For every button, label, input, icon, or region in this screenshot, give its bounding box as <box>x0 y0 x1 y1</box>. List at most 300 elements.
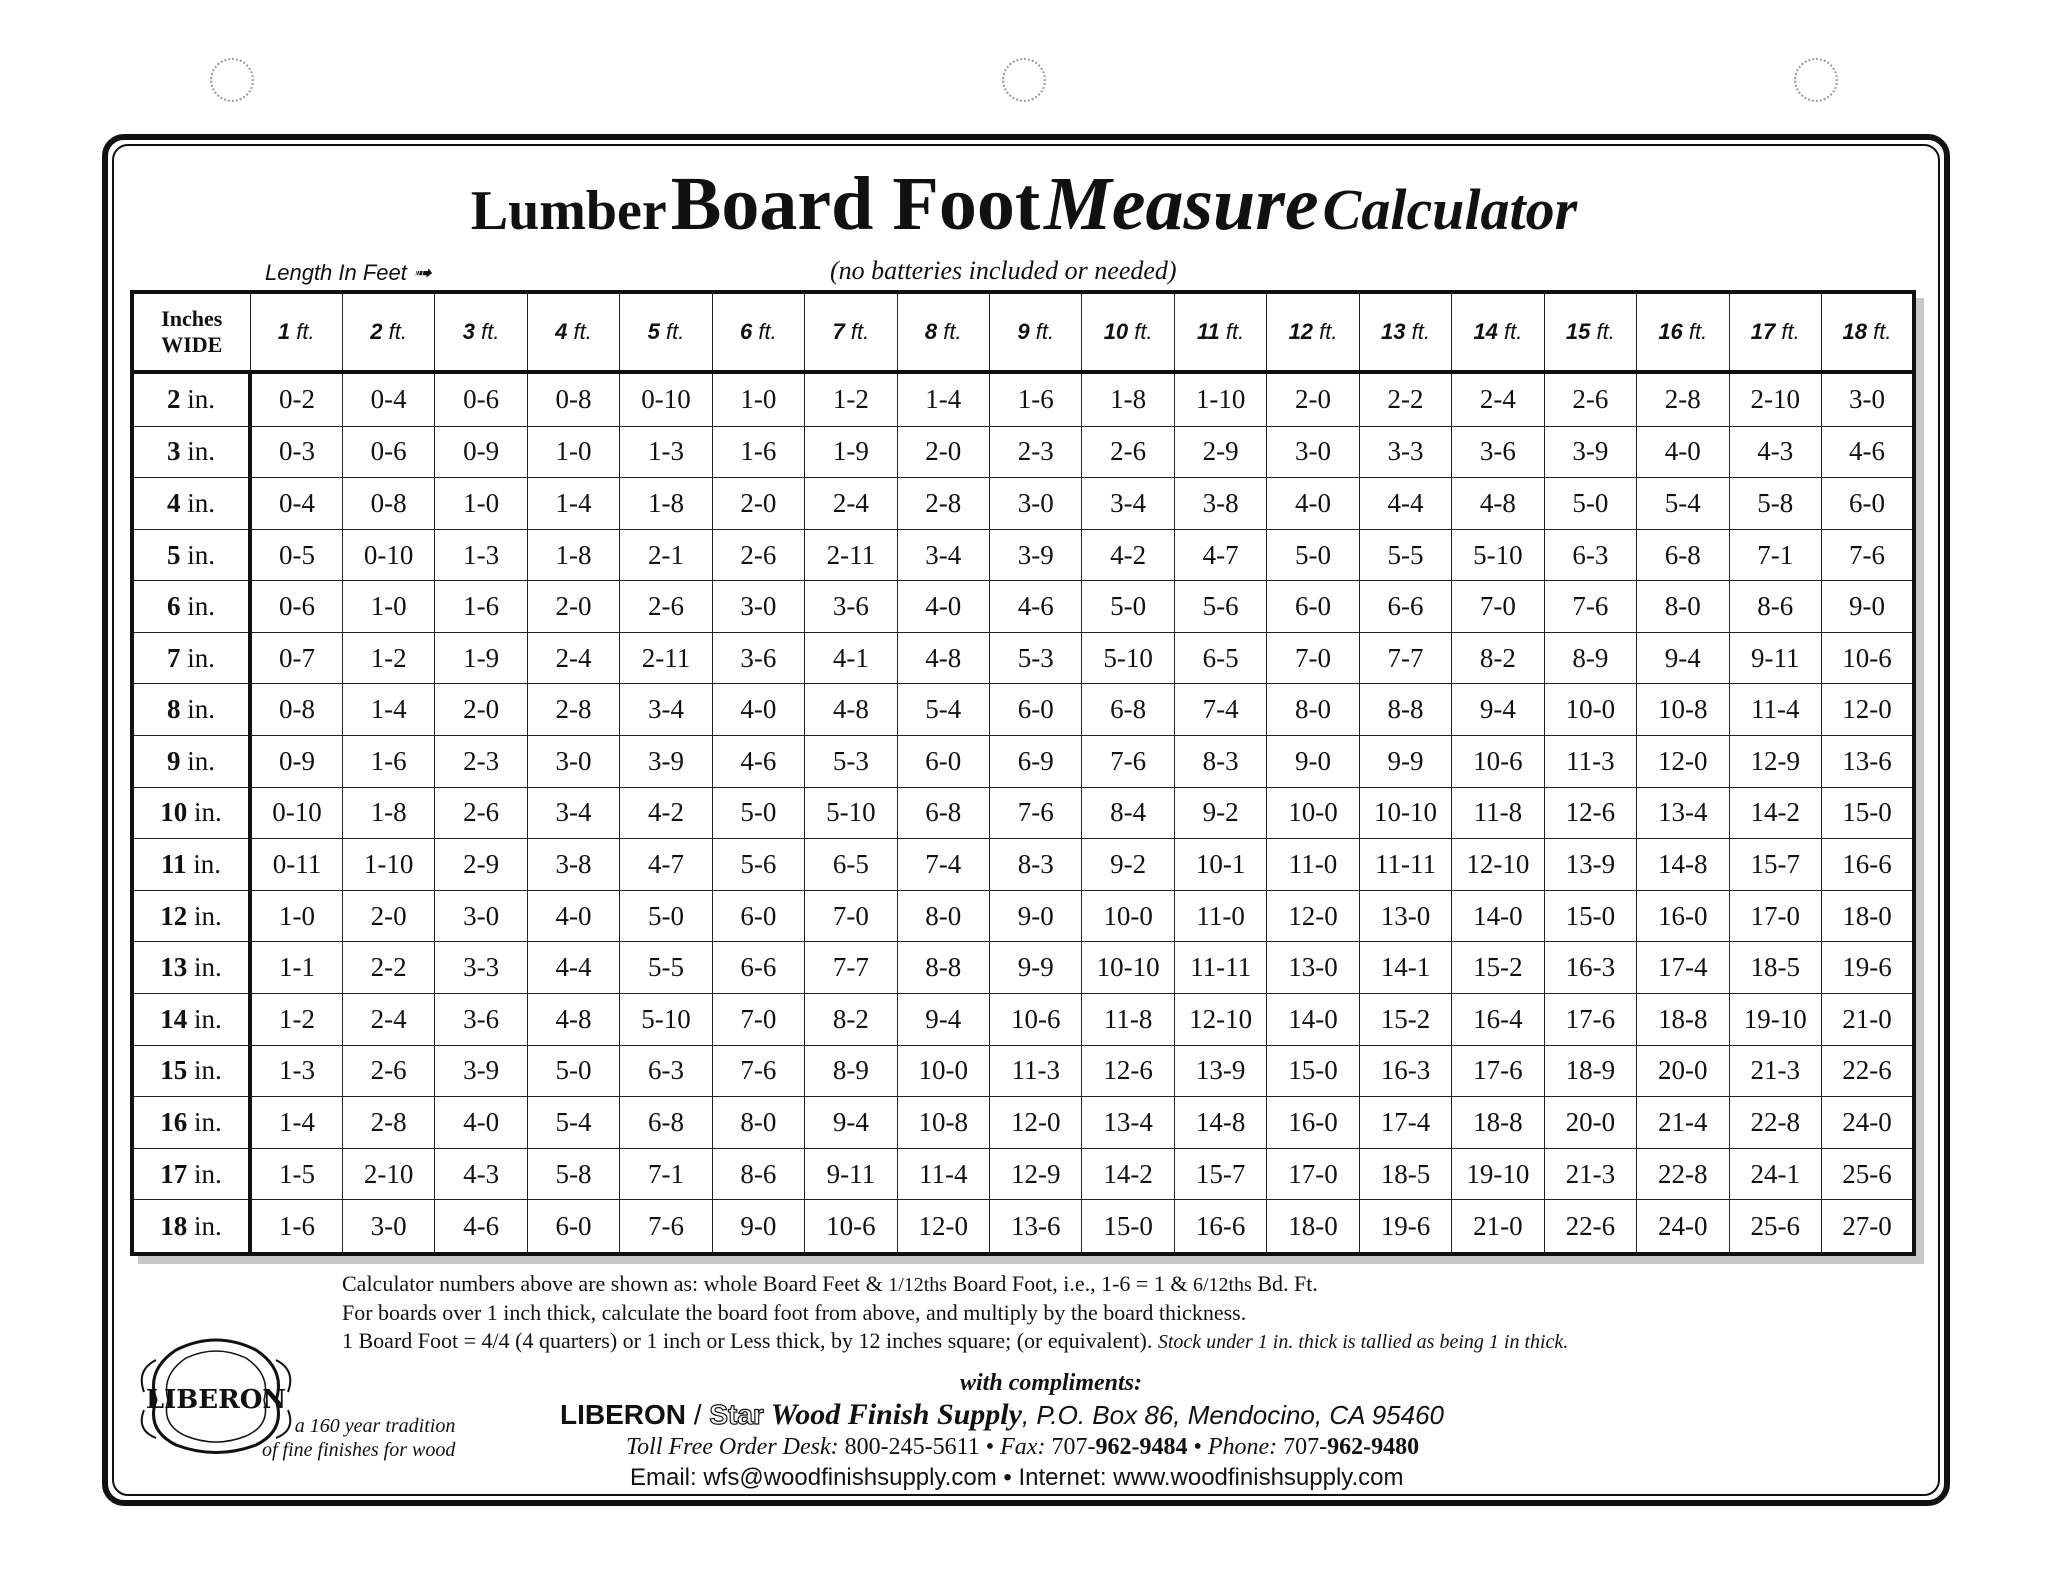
table-cell: 12-0 <box>1821 684 1914 736</box>
table-cell: 11-3 <box>1544 736 1636 788</box>
table-cell: 4-4 <box>1359 478 1451 530</box>
table-cell: 3-4 <box>620 684 712 736</box>
row-header-unit: in. <box>186 849 222 880</box>
column-header <box>712 292 804 372</box>
corner-line1: Inches <box>161 305 223 331</box>
table-cell: 18-0 <box>1267 1200 1359 1254</box>
table-cell: 16-3 <box>1544 942 1636 994</box>
table-cell: 5-4 <box>527 1097 619 1149</box>
table-cell: 2-0 <box>342 890 434 942</box>
table-cell: 14-8 <box>1174 1097 1266 1149</box>
table-cell: 3-9 <box>620 736 712 788</box>
toll-label: Toll Free Order Desk: <box>626 1434 839 1460</box>
table-row <box>132 581 1914 633</box>
table-cell: 2-6 <box>435 787 527 839</box>
table-cell: 7-0 <box>805 890 897 942</box>
table-cell: 2-10 <box>1729 372 1821 426</box>
table-row <box>132 684 1914 736</box>
table-cell: 0-6 <box>435 372 527 426</box>
table-cell: 1-6 <box>250 1200 342 1254</box>
column-header-unit: ft. <box>1029 319 1055 344</box>
table-cell: 5-10 <box>1452 529 1544 581</box>
table-cell: 9-4 <box>1452 684 1544 736</box>
table-cell: 2-4 <box>805 478 897 530</box>
table-cell: 9-4 <box>1637 632 1729 684</box>
column-header-unit: ft. <box>844 319 870 344</box>
row-header-number: 15 <box>160 1055 188 1086</box>
table-cell: 18-8 <box>1637 994 1729 1046</box>
table-cell: 15-2 <box>1359 994 1451 1046</box>
table-cell: 7-6 <box>1821 529 1914 581</box>
table-cell: 4-6 <box>990 581 1082 633</box>
table-cell: 2-11 <box>620 632 712 684</box>
table-cell: 7-6 <box>1544 581 1636 633</box>
table-cell: 16-6 <box>1174 1200 1266 1254</box>
table-cell: 10-0 <box>1082 890 1174 942</box>
column-header <box>1452 292 1544 372</box>
table-cell: 11-0 <box>1174 890 1266 942</box>
table-cell: 2-3 <box>990 426 1082 478</box>
row-header-unit: in. <box>187 900 222 931</box>
note-line-1 <box>342 1270 1568 1299</box>
column-header-number: 3 <box>462 319 475 344</box>
table-cell: 5-5 <box>620 942 712 994</box>
table-cell: 2-0 <box>897 426 989 478</box>
table-cell: 14-2 <box>1082 1148 1174 1200</box>
table-cell: 0-5 <box>250 529 342 581</box>
table-cell: 14-2 <box>1729 787 1821 839</box>
table-cell: 6-6 <box>1359 581 1451 633</box>
table-cell: 1-5 <box>250 1148 342 1200</box>
column-header-unit: ft. <box>1405 319 1430 344</box>
table-cell: 25-6 <box>1729 1200 1821 1254</box>
table-cell: 4-6 <box>1821 426 1914 478</box>
title-board-foot: Board Foot <box>670 162 1041 246</box>
table-cell: 5-10 <box>805 787 897 839</box>
table-cell: 19-10 <box>1729 994 1821 1046</box>
row-header-number: 7 <box>166 642 181 673</box>
table-cell: 4-7 <box>620 839 712 891</box>
table-row <box>132 632 1914 684</box>
table-cell: 13-9 <box>1544 839 1636 891</box>
table-cell: 7-0 <box>712 994 804 1046</box>
column-header-number: 10 <box>1103 319 1129 344</box>
table-cell: 5-0 <box>620 890 712 942</box>
table-cell: 10-8 <box>897 1097 989 1149</box>
table-cell: 16-0 <box>1637 890 1729 942</box>
column-header-number: 1 <box>277 319 291 344</box>
table-cell: 1-4 <box>250 1097 342 1149</box>
table-cell: 3-0 <box>1821 372 1914 426</box>
table-cell: 1-0 <box>250 890 342 942</box>
phone-prefix: 707- <box>1277 1434 1328 1460</box>
table-cell: 4-3 <box>435 1148 527 1200</box>
table-cell: 9-2 <box>1082 839 1174 891</box>
table-cell: 6-8 <box>1082 684 1174 736</box>
table-cell: 3-3 <box>1359 426 1451 478</box>
logo-text: LIBERON <box>145 1385 287 1415</box>
table-cell: 12-0 <box>897 1200 989 1254</box>
table-cell: 0-10 <box>620 372 712 426</box>
table-cell: 9-11 <box>1729 632 1821 684</box>
table-row <box>132 1200 1914 1254</box>
table-cell: 8-0 <box>1637 581 1729 633</box>
table-cell: 18-5 <box>1729 942 1821 994</box>
table-cell: 9-0 <box>1821 581 1914 633</box>
table-cell: 11-11 <box>1359 839 1451 891</box>
table-cell: 17-6 <box>1452 1045 1544 1097</box>
row-header <box>132 839 250 891</box>
table-cell: 12-0 <box>1267 890 1359 942</box>
table-cell: 5-0 <box>712 787 804 839</box>
table-cell: 18-0 <box>1821 890 1914 942</box>
row-header-unit: in. <box>180 487 215 518</box>
table-cell: 9-9 <box>990 942 1082 994</box>
note-text: 1 Board Foot = 4/4 (4 quarters) or 1 inch or Less thick, by 12 inches square; (or equivalent). <box>342 1328 1153 1353</box>
table-cell: 4-8 <box>1452 478 1544 530</box>
table-cell: 8-0 <box>897 890 989 942</box>
table-cell: 6-8 <box>897 787 989 839</box>
table-cell: 5-6 <box>1174 581 1266 633</box>
registration-mark <box>1794 58 1838 102</box>
table-cell: 0-9 <box>250 736 342 788</box>
table-cell: 16-6 <box>1821 839 1914 891</box>
row-header <box>132 736 250 788</box>
table-cell: 8-2 <box>1452 632 1544 684</box>
row-header-number: 6 <box>166 591 181 622</box>
table-cell: 2-6 <box>1082 426 1174 478</box>
row-header-number: 10 <box>160 797 188 828</box>
row-header <box>132 890 250 942</box>
column-header-number: 8 <box>924 319 938 344</box>
column-header <box>1359 292 1451 372</box>
table-cell: 6-0 <box>897 736 989 788</box>
company-star: Star <box>709 1399 764 1430</box>
column-header <box>1821 292 1914 372</box>
table-cell: 5-10 <box>1082 632 1174 684</box>
table-cell: 3-4 <box>1082 478 1174 530</box>
table-row <box>132 942 1914 994</box>
table-cell: 4-4 <box>527 942 619 994</box>
table-cell: 13-4 <box>1082 1097 1174 1149</box>
row-header-number: 5 <box>166 539 181 570</box>
table-cell: 17-0 <box>1267 1148 1359 1200</box>
column-header <box>1174 292 1266 372</box>
row-header-number: 11 <box>160 849 187 880</box>
table-cell: 7-1 <box>1729 529 1821 581</box>
fax-prefix: 707- <box>1045 1434 1096 1460</box>
table-cell: 1-10 <box>1174 372 1266 426</box>
table-cell: 8-8 <box>1359 684 1451 736</box>
toll-number: 800-245-5611 • <box>838 1434 1001 1460</box>
table-cell: 2-6 <box>1544 372 1636 426</box>
table-cell: 12-9 <box>990 1148 1082 1200</box>
table-cell: 5-0 <box>1082 581 1174 633</box>
table-cell: 10-6 <box>805 1200 897 1254</box>
table-cell: 1-6 <box>990 372 1082 426</box>
row-header <box>132 1148 250 1200</box>
row-header-unit: in. <box>180 591 215 622</box>
column-header-unit: ft. <box>1313 319 1338 344</box>
table-cell: 6-3 <box>620 1045 712 1097</box>
table-cell: 2-8 <box>527 684 619 736</box>
column-header-unit: ft. <box>1497 319 1523 344</box>
table-cell: 4-8 <box>527 994 619 1046</box>
column-header-number: 15 <box>1565 319 1591 344</box>
table-cell: 11-8 <box>1082 994 1174 1046</box>
table-cell: 2-8 <box>1637 372 1729 426</box>
table-cell: 8-3 <box>1174 736 1266 788</box>
table-cell: 2-0 <box>712 478 804 530</box>
table-cell: 3-3 <box>435 942 527 994</box>
table-cell: 3-9 <box>990 529 1082 581</box>
table-cell: 15-0 <box>1082 1200 1174 1254</box>
fax-number: 962-9484 <box>1095 1434 1188 1460</box>
table-cell: 10-8 <box>1637 684 1729 736</box>
table-cell: 17-6 <box>1544 994 1636 1046</box>
row-header-unit: in. <box>187 1055 222 1086</box>
table-cell: 10-10 <box>1359 787 1451 839</box>
table-cell: 3-8 <box>527 839 619 891</box>
table-cell: 0-6 <box>250 581 342 633</box>
column-header-number: 12 <box>1288 319 1314 344</box>
column-header-unit: ft. <box>1219 319 1245 344</box>
table-cell: 16-4 <box>1452 994 1544 1046</box>
phone-line <box>626 1434 1419 1461</box>
table-cell: 8-6 <box>712 1148 804 1200</box>
note-text: Board Foot, i.e., 1-6 = 1 & <box>947 1271 1193 1296</box>
table-cell: 1-3 <box>620 426 712 478</box>
table-row <box>132 1097 1914 1149</box>
column-header-number: 6 <box>740 319 753 344</box>
title-lumber: Lumber <box>470 180 667 242</box>
column-header <box>1729 292 1821 372</box>
table-cell: 10-0 <box>1544 684 1636 736</box>
tradition-tagline <box>262 1414 455 1462</box>
row-header-unit: in. <box>187 952 222 983</box>
column-header-unit: ft. <box>752 319 777 344</box>
table-cell: 1-6 <box>712 426 804 478</box>
row-header-number: 14 <box>160 1003 188 1034</box>
table-cell: 0-2 <box>250 372 342 426</box>
table-cell: 3-6 <box>805 581 897 633</box>
table-cell: 9-9 <box>1359 736 1451 788</box>
table-cell: 8-4 <box>1082 787 1174 839</box>
column-header <box>342 292 434 372</box>
table-cell: 4-2 <box>1082 529 1174 581</box>
table-cell: 7-4 <box>897 839 989 891</box>
row-header-unit: in. <box>180 539 215 570</box>
table-cell: 1-0 <box>712 372 804 426</box>
table-cell: 11-0 <box>1267 839 1359 891</box>
table-cell: 11-4 <box>1729 684 1821 736</box>
subtitle: (no batteries included or needed) <box>830 256 1177 285</box>
table-cell: 6-5 <box>805 839 897 891</box>
page-title <box>0 162 2048 246</box>
registration-mark <box>1002 58 1046 102</box>
table-cell: 2-3 <box>435 736 527 788</box>
row-header <box>132 529 250 581</box>
table-cell: 2-9 <box>1174 426 1266 478</box>
table-cell: 14-0 <box>1267 994 1359 1046</box>
table-cell: 15-0 <box>1821 787 1914 839</box>
row-header-unit: in. <box>187 1003 222 1034</box>
note-line-3 <box>342 1327 1568 1356</box>
row-header-unit: in. <box>187 1210 222 1241</box>
company-address: , P.O. Box 86, Mendocino, CA 95460 <box>1021 1400 1445 1430</box>
table-cell: 9-0 <box>1267 736 1359 788</box>
table-cell: 27-0 <box>1821 1200 1914 1254</box>
table-cell: 0-6 <box>342 426 434 478</box>
table-cell: 21-0 <box>1452 1200 1544 1254</box>
table-cell: 17-0 <box>1729 890 1821 942</box>
row-header-unit: in. <box>187 1158 222 1189</box>
separator: • <box>1187 1434 1208 1460</box>
table-cell: 13-0 <box>1359 890 1451 942</box>
column-header <box>805 292 897 372</box>
table-cell: 9-0 <box>712 1200 804 1254</box>
table-cell: 7-7 <box>805 942 897 994</box>
column-header-unit: ft. <box>1775 319 1800 344</box>
table-cell: 7-6 <box>990 787 1082 839</box>
table-cell: 13-4 <box>1637 787 1729 839</box>
board-foot-table <box>130 290 1916 1256</box>
table-cell: 4-0 <box>435 1097 527 1149</box>
table-cell: 4-6 <box>712 736 804 788</box>
table-cell: 3-0 <box>712 581 804 633</box>
registration-mark <box>210 58 254 102</box>
table-cell: 10-6 <box>1821 632 1914 684</box>
table-cell: 4-2 <box>620 787 712 839</box>
table-cell: 14-8 <box>1637 839 1729 891</box>
table-cell: 6-0 <box>1267 581 1359 633</box>
row-header <box>132 1200 250 1254</box>
table-cell: 3-0 <box>1267 426 1359 478</box>
corner-line2: WIDE <box>161 332 223 357</box>
column-header-unit: ft. <box>937 319 962 344</box>
table-cell: 4-1 <box>805 632 897 684</box>
table-cell: 13-0 <box>1267 942 1359 994</box>
table-cell: 2-4 <box>1452 372 1544 426</box>
table-cell: 8-8 <box>897 942 989 994</box>
table-cell: 7-7 <box>1359 632 1451 684</box>
table-cell: 0-7 <box>250 632 342 684</box>
table-cell: 0-4 <box>342 372 434 426</box>
contact-line[interactable]: Email: wfs@woodfinishsupply.com • Internet: www.woodfinishsupply.com <box>630 1464 1404 1491</box>
row-header <box>132 942 250 994</box>
company-line <box>560 1398 1444 1432</box>
table-row <box>132 1148 1914 1200</box>
table-cell: 11-4 <box>897 1148 989 1200</box>
company-liberon: LIBERON <box>560 1399 686 1430</box>
table-cell: 3-4 <box>527 787 619 839</box>
table-cell: 0-8 <box>250 684 342 736</box>
table-cell: 9-0 <box>990 890 1082 942</box>
row-header-number: 17 <box>160 1158 188 1189</box>
company-slash: / <box>686 1399 710 1430</box>
table-cell: 5-3 <box>805 736 897 788</box>
table-cell: 0-8 <box>527 372 619 426</box>
table-cell: 8-3 <box>990 839 1082 891</box>
table-cell: 2-4 <box>342 994 434 1046</box>
table-cell: 2-0 <box>1267 372 1359 426</box>
corner-header <box>132 292 250 372</box>
table-cell: 1-8 <box>620 478 712 530</box>
table-cell: 0-4 <box>250 478 342 530</box>
table-cell: 3-0 <box>527 736 619 788</box>
table-cell: 0-8 <box>342 478 434 530</box>
table-cell: 7-4 <box>1174 684 1266 736</box>
row-header <box>132 1097 250 1149</box>
table-cell: 21-4 <box>1637 1097 1729 1149</box>
table-cell: 24-0 <box>1821 1097 1914 1149</box>
table-cell: 18-5 <box>1359 1148 1451 1200</box>
table-cell: 6-9 <box>990 736 1082 788</box>
table-cell: 1-8 <box>342 787 434 839</box>
table-cell: 13-6 <box>1821 736 1914 788</box>
phone-label: Phone: <box>1207 1434 1278 1460</box>
table-cell: 12-10 <box>1452 839 1544 891</box>
row-header-number: 18 <box>160 1210 188 1241</box>
table-cell: 1-8 <box>1082 372 1174 426</box>
table-cell: 4-0 <box>897 581 989 633</box>
table-cell: 8-2 <box>805 994 897 1046</box>
note-text: 1/12ths <box>888 1274 948 1296</box>
table-cell: 2-8 <box>897 478 989 530</box>
table-cell: 22-8 <box>1729 1097 1821 1149</box>
row-header-unit: in. <box>180 694 215 725</box>
table-cell: 6-0 <box>527 1200 619 1254</box>
column-header-number: 18 <box>1842 319 1867 344</box>
row-header-number: 9 <box>166 745 181 776</box>
table-cell: 14-0 <box>1452 890 1544 942</box>
table-cell: 6-3 <box>1544 529 1636 581</box>
table-cell: 19-6 <box>1821 942 1914 994</box>
table-cell: 12-9 <box>1729 736 1821 788</box>
row-header <box>132 426 250 478</box>
table-cell: 5-0 <box>527 1045 619 1097</box>
phone-number: 962-9480 <box>1327 1434 1420 1460</box>
table-cell: 20-0 <box>1637 1045 1729 1097</box>
table-cell: 25-6 <box>1821 1148 1914 1200</box>
table-cell: 2-8 <box>342 1097 434 1149</box>
table-cell: 15-7 <box>1174 1148 1266 1200</box>
table-cell: 8-9 <box>1544 632 1636 684</box>
column-header-number: 5 <box>647 319 660 344</box>
table-cell: 2-11 <box>805 529 897 581</box>
table-cell: 4-6 <box>435 1200 527 1254</box>
table-cell: 3-0 <box>342 1200 434 1254</box>
table-cell: 1-4 <box>897 372 989 426</box>
table-cell: 10-1 <box>1174 839 1266 891</box>
column-header <box>1082 292 1174 372</box>
table-cell: 2-2 <box>1359 372 1451 426</box>
row-header-unit: in. <box>180 642 215 673</box>
table-cell: 6-8 <box>620 1097 712 1149</box>
table-cell: 1-4 <box>527 478 619 530</box>
table-cell: 2-4 <box>527 632 619 684</box>
table-cell: 1-9 <box>805 426 897 478</box>
table-cell: 15-2 <box>1452 942 1544 994</box>
table-cell: 18-8 <box>1452 1097 1544 1149</box>
table-cell: 5-10 <box>620 994 712 1046</box>
table-cell: 1-10 <box>342 839 434 891</box>
table-cell: 3-8 <box>1174 478 1266 530</box>
row-header-number: 4 <box>166 487 181 518</box>
table-cell: 8-0 <box>1267 684 1359 736</box>
table-cell: 1-0 <box>342 581 434 633</box>
table-cell: 1-1 <box>250 942 342 994</box>
